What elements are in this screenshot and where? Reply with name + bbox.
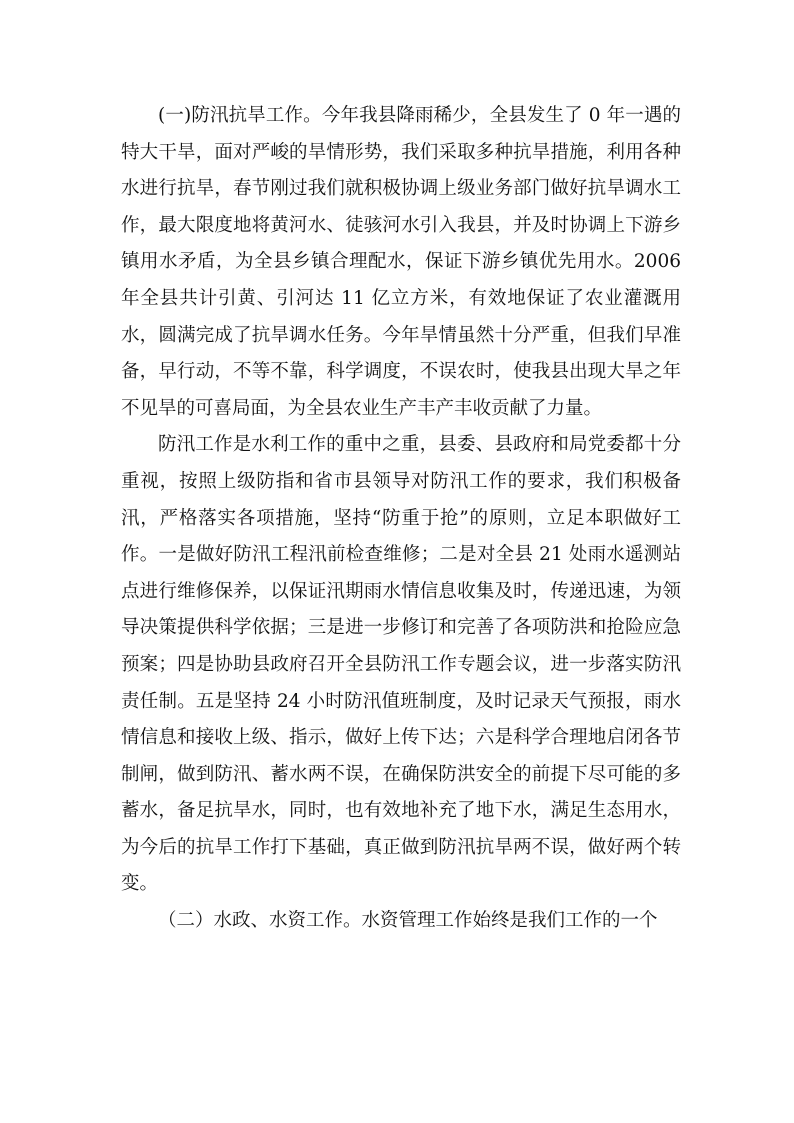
paragraph-water-administration: （二）水政、水资工作。水资管理工作始终是我们工作的一个: [158, 910, 658, 932]
paragraph-flood-control: 防汛工作是水利工作的重中之重，县委、县政府和局党委都十分重视，按照上级防指和省市县领导对防汛工作的要求，我们积极备汛，严格落实各项措施，坚持“防重于抢”的原则，立足本职做好工作。一是做好防汛工程汛前检查维修；二是对全县 21 处雨水遥测站点进行维修保养，以保证汛期雨水情信息收集及时，传递迅速，为领导决策提供科学依据；三是进一步修订和完善了各项防洪和抢险应急预案；四是协助县政府召开全县防汛工作专题会议，进一步落实防汛责任制。五是坚持 24 小时防汛值班制度，及时记录天气预报，雨水情信息和接收上级、指示，做好上传下达；六是科学合理地启闭各节制闸，做到防汛、蓄水两不误，在确保防洪安全的前提下尽可能的多蓄水，备足抗旱水，同时，也有效地补充了地下水，满足生态用水，为今后的抗旱工作打下基础，真正做到防汛抗旱两不误，做好两个转变。: [121, 434, 681, 895]
body-text: [121, 98, 681, 940]
paragraph-flood-drought: (一)防汛抗旱工作。今年我县降雨稀少，全县发生了 0 年一遇的特大干旱，面对严峻的旱情形势，我们采取多种抗旱措施，利用各种水进行抗旱，春节刚过我们就积极协调上级业务部门做好抗旱调水工作，最大限度地将黄河水、徒骇河水引入我县，并及时协调上下游乡镇用水矛盾，为全县乡镇合理配水，保证下游乡镇优先用水。2006 年全县共计引黄、引河达 11 亿立方米，有效地保证了农业灌溉用水，圆满完成了抗旱调水任务。今年旱情虽然十分严重，但我们早准备，早行动，不等不靠，科学调度，不误农时，使我县出现大旱之年不见旱的可喜局面，为全县农业生产丰产丰收贡献了力量。: [121, 105, 681, 419]
